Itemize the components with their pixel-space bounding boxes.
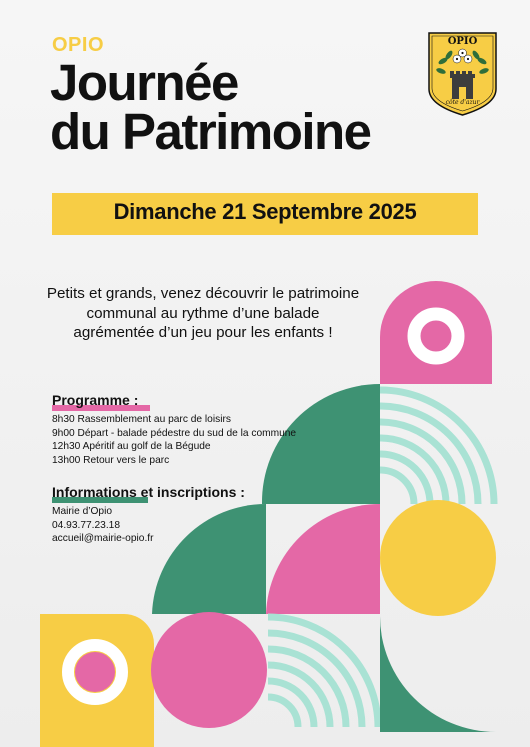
- programme-item: 8h30 Rassemblement au parc de loisirs: [52, 414, 231, 425]
- crest-name: OPIO: [447, 36, 478, 47]
- pink-arch-shape: [380, 281, 492, 384]
- pink-circle-bottom: [151, 612, 267, 728]
- intro-line-3: agrémentée d’un jeu pour les enfants !: [73, 324, 333, 341]
- informations-list: [52, 505, 245, 546]
- green-quarter-bottom: [380, 616, 496, 732]
- programme-list: [52, 413, 296, 467]
- mint-arcs-top: [380, 390, 494, 504]
- programme-heading: [52, 392, 296, 408]
- informations-section: [52, 484, 245, 546]
- event-date: Dimanche 21 Septembre 2025: [113, 199, 417, 224]
- programme-item: 12h30 Apéritif au golf de la Bégude: [52, 441, 211, 453]
- pink-quarter-middle: [266, 504, 380, 614]
- yellow-circle-right: [380, 500, 496, 616]
- crest-subtitle: côte d'azur: [445, 99, 480, 106]
- programme-item: 13h00 Retour vers le parc: [52, 454, 170, 466]
- page-title: [50, 54, 371, 160]
- contact-email[interactable]: accueil@mairie-opio.fr: [52, 533, 154, 545]
- informations-heading-text: Informations et inscriptions :: [52, 484, 245, 500]
- mint-arcs-bottom: [268, 617, 378, 727]
- contact-name: Mairie d’Opio: [52, 506, 113, 517]
- intro-text: [18, 284, 388, 343]
- programme-section: [52, 392, 296, 467]
- informations-heading: [52, 484, 245, 500]
- town-name: OPIO: [52, 34, 105, 56]
- pink-dot-bottom: [75, 652, 115, 692]
- title-line-1: Journée: [50, 54, 238, 111]
- programme-item: 9h00 Départ - balade pédestre du sud de la commune: [52, 427, 297, 439]
- contact-phone[interactable]: 04.93.77.23.18: [52, 519, 120, 531]
- intro-line-1: Petits et grands, venez découvrir le patrimoine: [46, 285, 360, 302]
- intro-line-2: communal au rythme d’une balade: [86, 304, 320, 322]
- programme-heading-text: Programme :: [52, 392, 139, 408]
- title-line-2: du Patrimoine: [50, 103, 371, 160]
